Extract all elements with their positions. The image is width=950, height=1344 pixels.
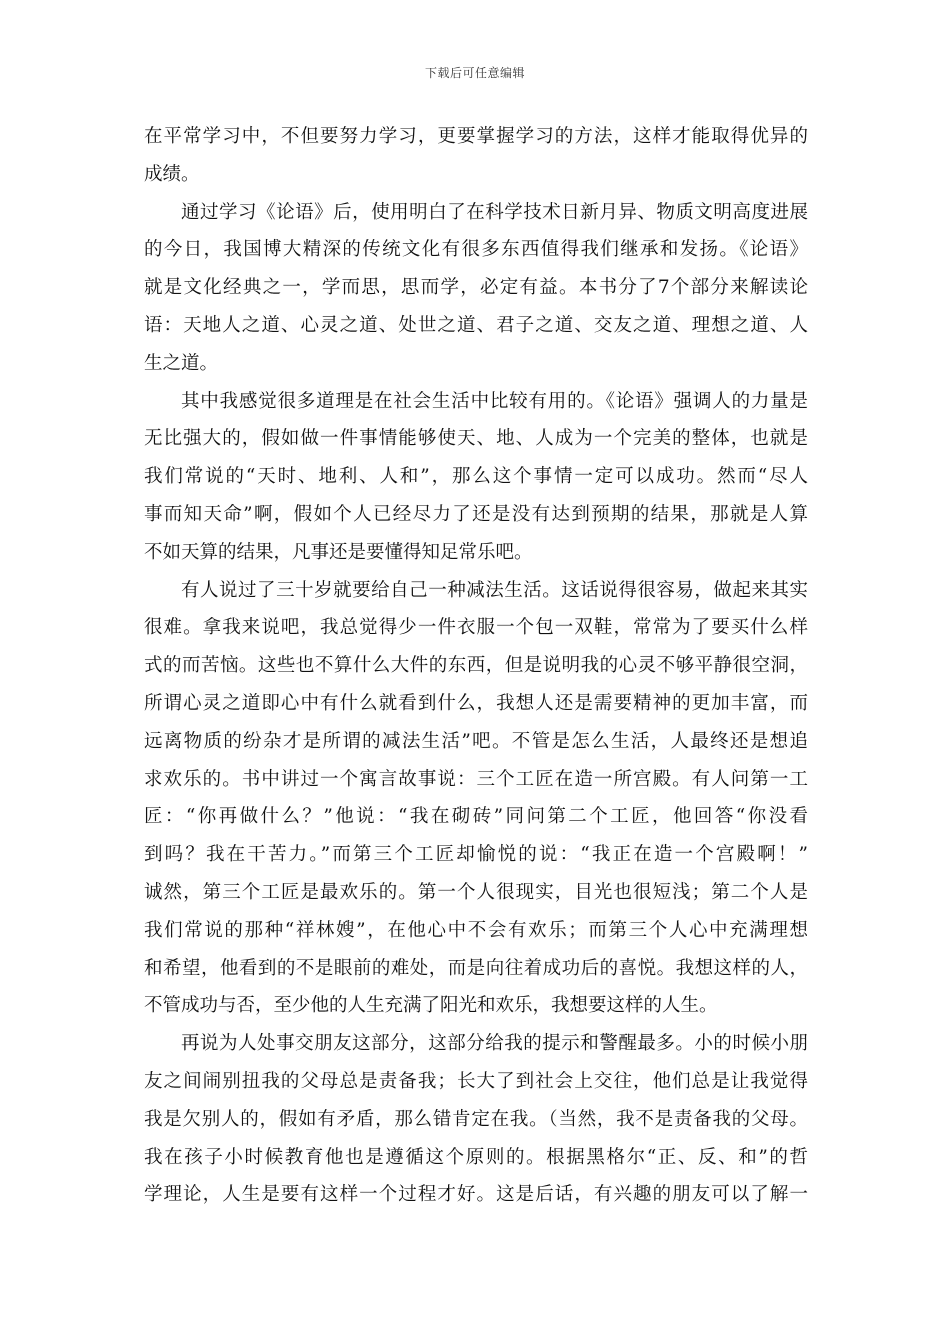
text-line: 不如天算的结果，凡事还是要懂得知足常乐吧。	[144, 541, 533, 563]
text-line: 学理论，人生是要有这样一个过程才好。这是后话，有兴趣的朋友可以了解一	[144, 1184, 808, 1206]
text-line: 通过学习《论语》后，使用明白了在科学技术日新月异、物质文明高度进展	[181, 201, 808, 223]
text-line: 诚然，第三个工匠是最欢乐的。第一个人很现实，目光也很短浅；第二个人是	[144, 881, 808, 903]
text-line: 就是文化经典之一，学而思，思而学，必定有益。本书分了7个部分来解读论	[144, 277, 808, 299]
text-line: 不管成功与否，至少他的人生充满了阳光和欢乐，我想要这样的人生。	[144, 995, 718, 1017]
text-line: 在平常学习中，不但要努力学习，更要掌握学习的方法，这样才能取得优异的	[144, 126, 808, 147]
text-line: 我们常说的“天时、地利、人和”，那么这个事情一定可以成功。然而“尽人	[144, 466, 808, 488]
text-line: 很难。拿我来说吧，我总觉得少一件衣服一个包一双鞋，常常为了要买什么样	[144, 617, 808, 639]
text-line: 我是欠别人的，假如有矛盾，那么错肯定在我。（当然，我不是责备我的父母。	[144, 1108, 808, 1130]
text-line: 生之道。	[144, 352, 219, 374]
text-line: 远离物质的纷杂才是所谓的减法生活”吧。不管是怎么生活，人最终还是想追	[144, 730, 808, 752]
text-line: 的今日，我国博大精深的传统文化有很多东西值得我们继承和发扬。《论语》	[144, 239, 808, 261]
body-text	[144, 118, 808, 1214]
text-line: 其中我感觉很多道理是在社会生活中比较有用的。《论语》强调人的力量是	[181, 390, 808, 412]
text-line: 成绩。	[144, 163, 200, 185]
text-line: 事而知天命”啊，假如个人已经尽力了还是没有达到预期的结果，那就是人算	[144, 503, 808, 525]
text-line: 和希望，他看到的不是眼前的难处，而是向往着成功后的喜悦。我想这样的人，	[144, 957, 808, 979]
text-line: 式的而苦恼。这些也不算什么大件的东西，但是说明我的心灵不够平静很空洞，	[144, 655, 808, 677]
text-line: 再说为人处事交朋友这部分，这部分给我的提示和警醒最多。小的时候小朋	[181, 1033, 808, 1055]
text-line: 到吗？我在干苦力。”而第三个工匠却愉悦的说：“我正在造一个宫殿啊！”	[144, 844, 808, 866]
text-line: 友之间闹别扭我的父母总是责备我；长大了到社会上交往，他们总是让我觉得	[144, 1070, 808, 1092]
text-line: 所谓心灵之道即心中有什么就看到什么，我想人还是需要精神的更加丰富，而	[144, 692, 808, 714]
text-line: 无比强大的，假如做一件事情能够使天、地、人成为一个完美的整体，也就是	[144, 428, 808, 450]
text-line: 求欢乐的。书中讲过一个寓言故事说：三个工匠在造一所宫殿。有人问第一工	[144, 768, 808, 790]
text-line: 我在孩子小时候教育他也是遵循这个原则的。根据黑格尔“正、反、和”的哲	[144, 1146, 808, 1168]
text-line: 匠：“你再做什么？”他说：“我在砌砖”同问第二个工匠，他回答“你没看	[144, 806, 808, 828]
text-line: 有人说过了三十岁就要给自己一种减法生活。这话说得很容易，做起来其实	[181, 579, 808, 601]
text-line: 我们常说的那种“祥林嫂”，在他心中不会有欢乐；而第三个人心中充满理想	[144, 919, 808, 941]
text-line: 语：天地人之道、心灵之道、处世之道、君子之道、交友之道、理想之道、人	[144, 314, 808, 336]
page-header: 下载后可任意编辑	[424, 66, 525, 80]
